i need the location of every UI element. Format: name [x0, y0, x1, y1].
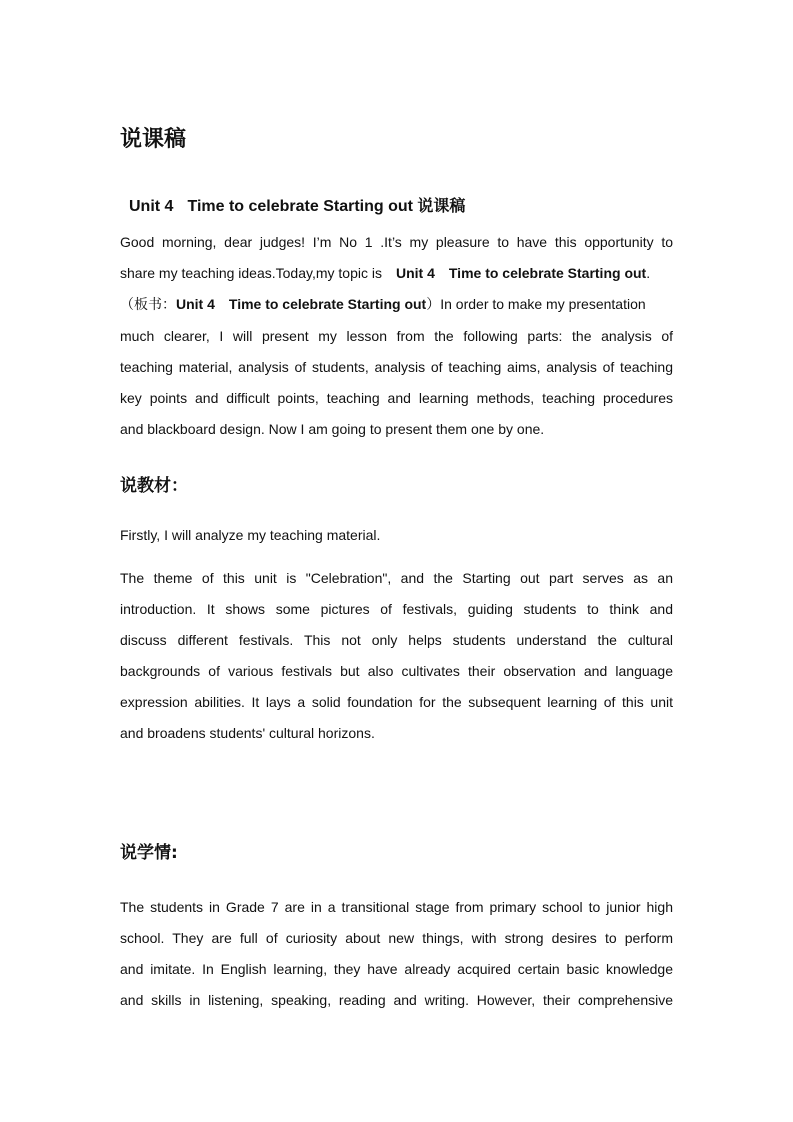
board-title: Time to celebrate Starting out [228, 296, 427, 312]
material-line-2: introduction. It shows some pictures of festivals, guiding students to think and [120, 601, 673, 617]
intro-line-2-suffix: . [646, 265, 651, 281]
subtitle-rest: Time to celebrate Starting out 说课稿 [187, 198, 466, 215]
intro-line-3 [120, 289, 673, 321]
section-heading-material: 说教材： [120, 476, 188, 496]
intro-line-2-prefix: share my teaching ideas.Today,my topic is [120, 265, 382, 281]
material-line-3: discuss different festivals. This not only helps students understand the cultural [120, 632, 673, 648]
topic-unit: Unit 4 [395, 265, 435, 281]
students-paragraph [120, 892, 673, 1016]
material-first-line [120, 520, 673, 551]
board-prefix: （板书： [120, 297, 176, 313]
intro-line-4: much clearer, I will present my lesson from the following parts: the analysis of [120, 328, 673, 344]
material-line-4: backgrounds of various festivals but also cultivates their observation and language [120, 663, 673, 679]
material-line-1: The theme of this unit is "Celebration", and the Starting out part serves as an [120, 570, 673, 586]
intro-line-5: teaching material, analysis of students, analysis of teaching aims, analysis of teaching [120, 359, 673, 375]
students-line-1: The students in Grade 7 are in a transitional stage from primary school to junior high [120, 899, 673, 915]
section-heading-students: 说学情: [120, 843, 178, 863]
subtitle-unit: Unit 4 [129, 198, 174, 215]
students-line-4: and skills in listening, speaking, reading and writing. However, their comprehensive [120, 992, 673, 1008]
intro-paragraph [120, 227, 673, 445]
material-paragraph [120, 563, 673, 749]
page-title: 说课稿 [120, 127, 187, 152]
intro-line-6: key points and difficult points, teaching and learning methods, teaching procedures [120, 390, 673, 406]
intro-line-2 [120, 258, 673, 289]
board-suffix: ）In order to make my presentation [426, 296, 646, 312]
material-intro-line: Firstly, I will analyze my teaching material. [120, 527, 381, 543]
students-line-2: school. They are full of curiosity about new things, with strong desires to perform [120, 930, 673, 946]
intro-line-7: and blackboard design. Now I am going to present them one by one. [120, 421, 545, 437]
lesson-subtitle [129, 194, 465, 220]
material-line-5: expression abilities. It lays a solid foundation for the subsequent learning of this unit [120, 694, 673, 710]
material-line-6: and broadens students' cultural horizons. [120, 725, 375, 741]
board-unit: Unit 4 [176, 296, 215, 312]
topic-title: Time to celebrate Starting out [448, 265, 647, 281]
intro-line-1: Good morning, dear judges! I’m No 1 .It’s my pleasure to have this opportunity to [120, 234, 673, 250]
students-line-3: and imitate. In English learning, they have already acquired certain basic knowledge [120, 961, 673, 977]
